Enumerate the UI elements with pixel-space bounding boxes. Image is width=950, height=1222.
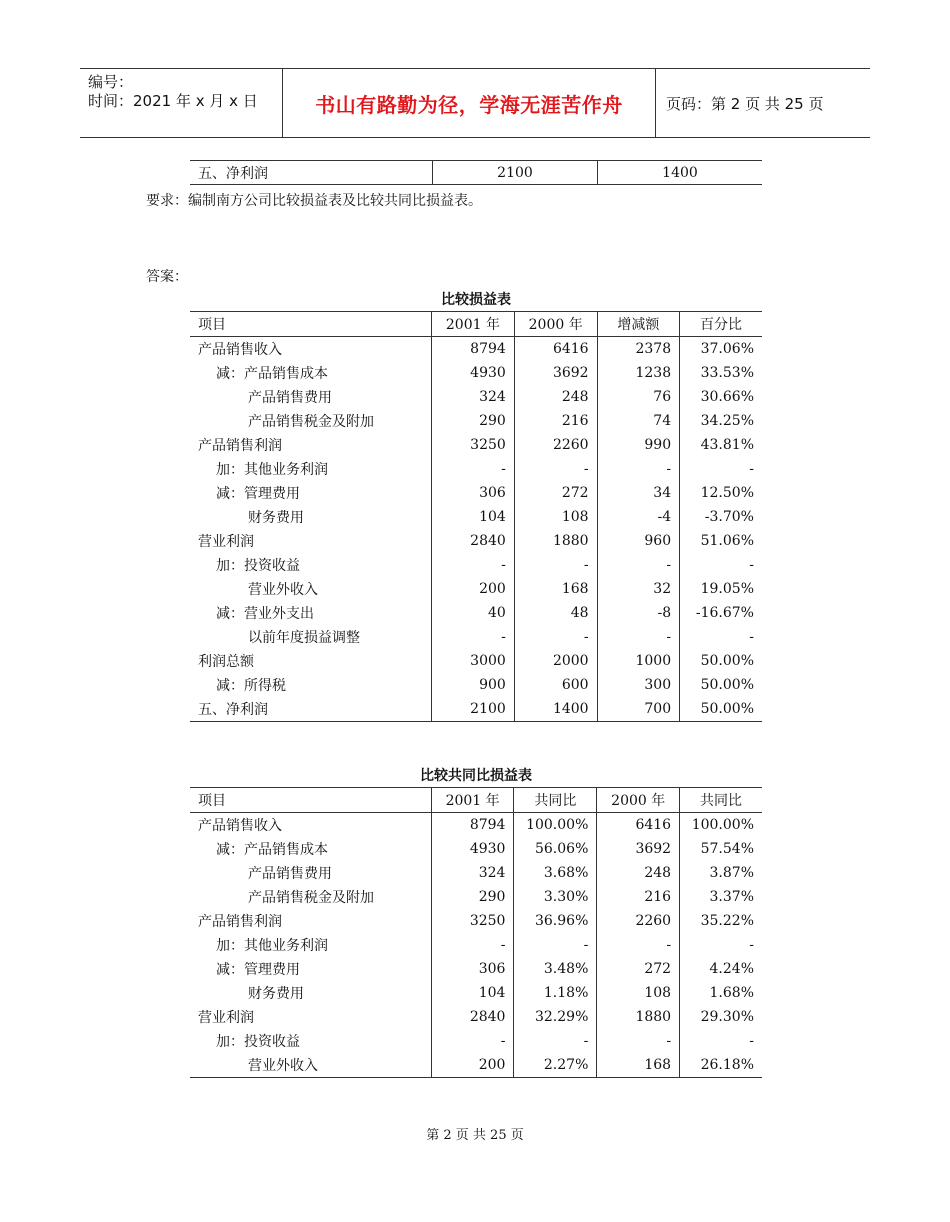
table-cell: 2.27%: [514, 1053, 597, 1078]
table-cell: 108: [514, 505, 597, 529]
table-cell: -3.70%: [680, 505, 762, 529]
row-label: 财务费用: [248, 986, 304, 1002]
table-cell: 290: [431, 885, 514, 909]
table-cell: 3.87%: [680, 861, 762, 885]
table-cell: 100.00%: [514, 813, 597, 838]
row-label: 加：其他业务利润: [216, 462, 328, 478]
table-cell: 50.00%: [680, 649, 762, 673]
row-label: 减：管理费用: [216, 962, 300, 978]
row-label: 产品销售费用: [248, 390, 332, 406]
table-row: [190, 885, 762, 909]
table-cell: 248: [597, 861, 680, 885]
table-row: [190, 981, 762, 1005]
table-cell: 2100: [432, 697, 515, 722]
table-row: [190, 409, 762, 433]
column-header: 共同比: [514, 788, 597, 813]
table-cell: 56.06%: [514, 837, 597, 861]
column-header: 共同比: [680, 788, 762, 813]
table-cell: 2840: [431, 1005, 514, 1029]
snippet-2000: 1400: [598, 161, 763, 185]
table-row: [190, 837, 762, 861]
table-cell: 43.81%: [680, 433, 762, 457]
row-label: 减：产品销售成本: [216, 842, 328, 858]
table-cell: 900: [432, 673, 515, 697]
table-cell: 2260: [514, 433, 597, 457]
table-cell: 12.50%: [680, 481, 762, 505]
table-cell: 1.18%: [514, 981, 597, 1005]
table-cell: 272: [514, 481, 597, 505]
table-cell: -: [680, 1029, 762, 1053]
table-cell: 100.00%: [680, 813, 762, 838]
table-cell: 104: [431, 981, 514, 1005]
table-row: [190, 481, 762, 505]
row-label: 加：投资收益: [216, 558, 300, 574]
table-cell: -: [680, 625, 762, 649]
table-cell: 48: [514, 601, 597, 625]
table-cell: 3.30%: [514, 885, 597, 909]
table-cell: -: [597, 933, 680, 957]
table-row: [190, 337, 762, 362]
table-row: [190, 161, 762, 185]
table-cell: 3.48%: [514, 957, 597, 981]
table-cell: 4930: [431, 837, 514, 861]
table-cell: 51.06%: [680, 529, 762, 553]
table-cell: -: [597, 457, 680, 481]
row-label: 减：产品销售成本: [216, 366, 328, 382]
column-header: 增减额: [597, 312, 680, 337]
snippet-2001: 2100: [433, 161, 598, 185]
table-cell: 324: [432, 385, 515, 409]
table-cell: 3692: [597, 837, 680, 861]
table-cell: -4: [597, 505, 680, 529]
table-cell: 33.53%: [680, 361, 762, 385]
row-label: 产品销售利润: [198, 914, 282, 930]
table-cell: 3.68%: [514, 861, 597, 885]
table-cell: 50.00%: [680, 673, 762, 697]
table-cell: 2260: [597, 909, 680, 933]
table-cell: 2378: [597, 337, 680, 362]
table-row: [190, 385, 762, 409]
table-cell: 1238: [597, 361, 680, 385]
table-cell: -: [597, 553, 680, 577]
table-cell: 108: [597, 981, 680, 1005]
header-page-info: 页码：第 2 页 共 25 页: [666, 94, 824, 113]
table-cell: 216: [597, 885, 680, 909]
table-row: [190, 361, 762, 385]
table-cell: 34.25%: [680, 409, 762, 433]
table-row: [190, 601, 762, 625]
row-label: 营业外收入: [190, 1053, 431, 1078]
table-cell: 40: [432, 601, 515, 625]
table-header-row: [190, 788, 762, 813]
table-cell: 32.29%: [514, 1005, 597, 1029]
table-cell: -: [431, 933, 514, 957]
table-cell: 6416: [514, 337, 597, 362]
table-cell: 1400: [514, 697, 597, 722]
table-cell: 37.06%: [680, 337, 762, 362]
table-cell: -: [680, 553, 762, 577]
table-cell: 3692: [514, 361, 597, 385]
row-label: 以前年度损益调整: [248, 630, 360, 646]
table-cell: 1.68%: [680, 981, 762, 1005]
table-cell: 19.05%: [680, 577, 762, 601]
table-cell: -: [432, 625, 515, 649]
requirement-text: 要求：编制南方公司比较损益表及比较共同比损益表。: [146, 193, 482, 209]
table-cell: 216: [514, 409, 597, 433]
table-cell: 34: [597, 481, 680, 505]
row-label: 营业利润: [198, 534, 254, 550]
table-cell: 3250: [431, 909, 514, 933]
row-label: 减：管理费用: [216, 486, 300, 502]
comparative-income-table: [190, 311, 762, 722]
row-label: 营业外收入: [248, 582, 318, 598]
column-header: 2001 年: [431, 788, 514, 813]
table-row: [190, 933, 762, 957]
table-cell: -: [514, 457, 597, 481]
page-footer: 第 2 页 共 25 页: [426, 1128, 524, 1143]
table-cell: 6416: [597, 813, 680, 838]
table-cell: 32: [597, 577, 680, 601]
table-cell: 3000: [432, 649, 515, 673]
table-cell: 35.22%: [680, 909, 762, 933]
table-cell: 700: [597, 697, 680, 722]
table-cell: 74: [597, 409, 680, 433]
table-cell: 248: [514, 385, 597, 409]
table-cell: 272: [597, 957, 680, 981]
table-cell: 76: [597, 385, 680, 409]
table-cell: 168: [597, 1053, 680, 1078]
table-cell: -16.67%: [680, 601, 762, 625]
row-label: 产品销售收入: [198, 818, 282, 834]
table-cell: 306: [431, 957, 514, 981]
snippet-label: 五、净利润: [190, 161, 433, 185]
net-profit-snippet-table: [190, 160, 762, 185]
table-row: [190, 813, 762, 838]
table-cell: 300: [597, 673, 680, 697]
column-header: 项目: [190, 312, 432, 337]
table-cell: 168: [514, 577, 597, 601]
column-header: 2001 年: [432, 312, 515, 337]
table-cell: 8794: [432, 337, 515, 362]
table-cell: -: [597, 1029, 680, 1053]
row-label: 减：营业外支出: [216, 606, 314, 622]
table-row: [190, 553, 762, 577]
table-cell: 200: [432, 577, 515, 601]
table-row: [190, 957, 762, 981]
table-cell: -: [432, 553, 515, 577]
table-cell: 3.37%: [680, 885, 762, 909]
table-cell: 990: [597, 433, 680, 457]
table-cell: -: [514, 1029, 597, 1053]
table-row: [190, 529, 762, 553]
table-cell: 29.30%: [680, 1005, 762, 1029]
table-cell: -: [514, 933, 597, 957]
table-row: [190, 673, 762, 697]
table-row: [190, 457, 762, 481]
header-meta: [88, 73, 258, 111]
row-label: 产品销售利润: [198, 438, 282, 454]
row-label: 加：其他业务利润: [216, 938, 328, 954]
row-label: 产品销售收入: [198, 342, 282, 358]
table1-title: 比较损益表: [441, 292, 511, 308]
code-label: 编号：: [88, 73, 134, 91]
table-cell: 2840: [432, 529, 515, 553]
table-row: [190, 649, 762, 673]
table-cell: 57.54%: [680, 837, 762, 861]
table-cell: -: [514, 553, 597, 577]
table-cell: 600: [514, 673, 597, 697]
table-cell: -8: [597, 601, 680, 625]
row-label: 加：投资收益: [216, 1034, 300, 1050]
time-label: 时间：2021 年 x 月 x 日: [88, 92, 258, 110]
table-row: [190, 909, 762, 933]
row-label: 产品销售费用: [248, 866, 332, 882]
page-header: [80, 68, 870, 138]
row-label: 营业利润: [198, 1010, 254, 1026]
table-cell: -: [514, 625, 597, 649]
table-cell: 4.24%: [680, 957, 762, 981]
column-header: 项目: [190, 788, 431, 813]
table-row: [190, 625, 762, 649]
table-cell: 290: [432, 409, 515, 433]
table-cell: 306: [432, 481, 515, 505]
table-cell: -: [432, 457, 515, 481]
row-label: 利润总额: [198, 654, 254, 670]
table-cell: -: [431, 1029, 514, 1053]
table-cell: 1880: [514, 529, 597, 553]
table-row: [190, 577, 762, 601]
table2-title: 比较共同比损益表: [420, 768, 532, 784]
row-label: 五、净利润: [190, 697, 432, 722]
table-header-row: [190, 312, 762, 337]
table-row: [190, 861, 762, 885]
common-size-income-table: [190, 787, 762, 1078]
table-row: [190, 433, 762, 457]
table-cell: 1000: [597, 649, 680, 673]
table-cell: 36.96%: [514, 909, 597, 933]
table-cell: -: [597, 625, 680, 649]
table-cell: 324: [431, 861, 514, 885]
table-cell: 4930: [432, 361, 515, 385]
column-header: 2000 年: [597, 788, 680, 813]
header-motto: 书山有路勤为径，学海无涯苦作舟: [282, 69, 656, 137]
column-header: 2000 年: [514, 312, 597, 337]
table-row: [190, 1029, 762, 1053]
table-row: [190, 505, 762, 529]
table-cell: 200: [431, 1053, 514, 1078]
row-label: 减：所得税: [216, 678, 286, 694]
table-cell: 960: [597, 529, 680, 553]
table-row: [190, 697, 762, 722]
answer-label: 答案：: [146, 269, 188, 285]
table-cell: 26.18%: [680, 1053, 762, 1078]
table-cell: 8794: [431, 813, 514, 838]
table-cell: -: [680, 933, 762, 957]
table-cell: 2000: [514, 649, 597, 673]
table-cell: 3250: [432, 433, 515, 457]
table-cell: 50.00%: [680, 697, 762, 722]
row-label: 财务费用: [248, 510, 304, 526]
row-label: 产品销售税金及附加: [248, 890, 374, 906]
table-cell: -: [680, 457, 762, 481]
table-cell: 30.66%: [680, 385, 762, 409]
table-row: [190, 1053, 762, 1078]
table-row: [190, 1005, 762, 1029]
column-header: 百分比: [680, 312, 762, 337]
table-cell: 1880: [597, 1005, 680, 1029]
table-cell: 104: [432, 505, 515, 529]
row-label: 产品销售税金及附加: [248, 414, 374, 430]
